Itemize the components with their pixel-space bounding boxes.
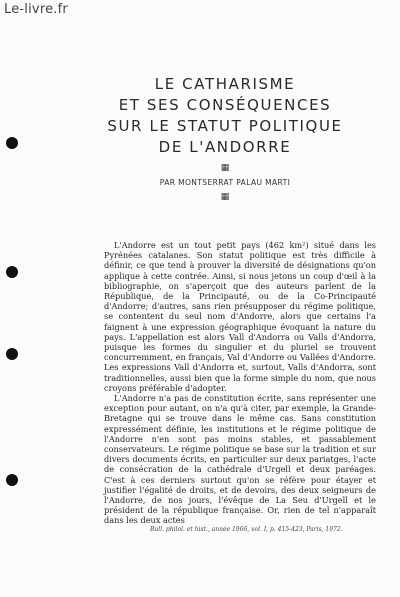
paragraph: L'Andorre est un tout petit pays (462 km²) situé dans les Pyrénées catalanes. Son statut politique est très difficile à définir, ce que tend à prouver la diversité de désignations qu'on applique à cette contrée. Ainsi, si nous jetons un coup d'œil à la bibliographie, on s'aperçoit que des auteurs parlent de la République, de la Principauté, ou de la Co-Principauté d'Andorre; d'autres, sans rien présupposer du régime politique, se contentent du seul nom d'Andorre, alors que certains l'a faignent à une expression géographique évoquant la nature du pays. L'appellation est alors Vall d'Andorra ou Valls d'Andorra, puisque les formes du singulier et du pluriel se trouvent concurremment, en français, Val d'Andorre ou Vallées d'Andorre. Les expressions Vall d'Andorra et, surtout, Valls d'Andorra, sont traditionnelles, aussi bien que la forme simple du nom, que nous croyons préférable d'adopter. bbox=[104, 240, 376, 393]
punch-hole bbox=[6, 266, 18, 278]
ornament-icon: ▦ bbox=[220, 192, 230, 202]
paragraph: L'Andorre n'a pas de constitution écrite, sans représenter une exception pour autant, on n'a qu'à citer, par exemple, la Grande-Bretagne qui se trouve dans le même cas. Sans constitution expressément définie, les institutions et le régime politique de l'Andorre n'en sont pas moins stables, et passablement conservateurs. Le régime politique se base sur la tradition et sur divers documents écrits, en particulier sur deux pariatges, l'acte de consécration de la cathédrale d'Urgell et deux paréages. C'est à ces derniers surtout qu'on se réfère pour étayer et justifier l'égalité de droits, et de devoirs, des deux seigneurs de l'Andorre, de nos jours, l'évêque de La Seu d'Urgell et le président de la république française. Or, rien de tel n'apparaît dans les deux actes bbox=[104, 393, 376, 526]
punch-hole bbox=[6, 348, 18, 360]
ornament-icon: ▦ bbox=[220, 163, 230, 173]
title-line: LE CATHARISME bbox=[154, 75, 296, 93]
punch-hole bbox=[6, 474, 18, 486]
title-line: DE L'ANDORRE bbox=[158, 138, 292, 156]
title-line: SUR LE STATUT POLITIQUE bbox=[107, 117, 343, 135]
title-block bbox=[60, 74, 390, 203]
punch-hole bbox=[6, 137, 18, 149]
watermark: Le-livre.fr bbox=[4, 2, 68, 17]
article-body bbox=[104, 240, 376, 526]
author-byline: PAR MONTSERRAT PALAU MARTI bbox=[159, 178, 291, 187]
title-line: ET SES CONSÉQUENCES bbox=[118, 96, 332, 114]
citation-footnote: Bull. philol. et hist., année 1966, vol. I, p. 415-423, Paris, 1972. bbox=[150, 526, 343, 533]
